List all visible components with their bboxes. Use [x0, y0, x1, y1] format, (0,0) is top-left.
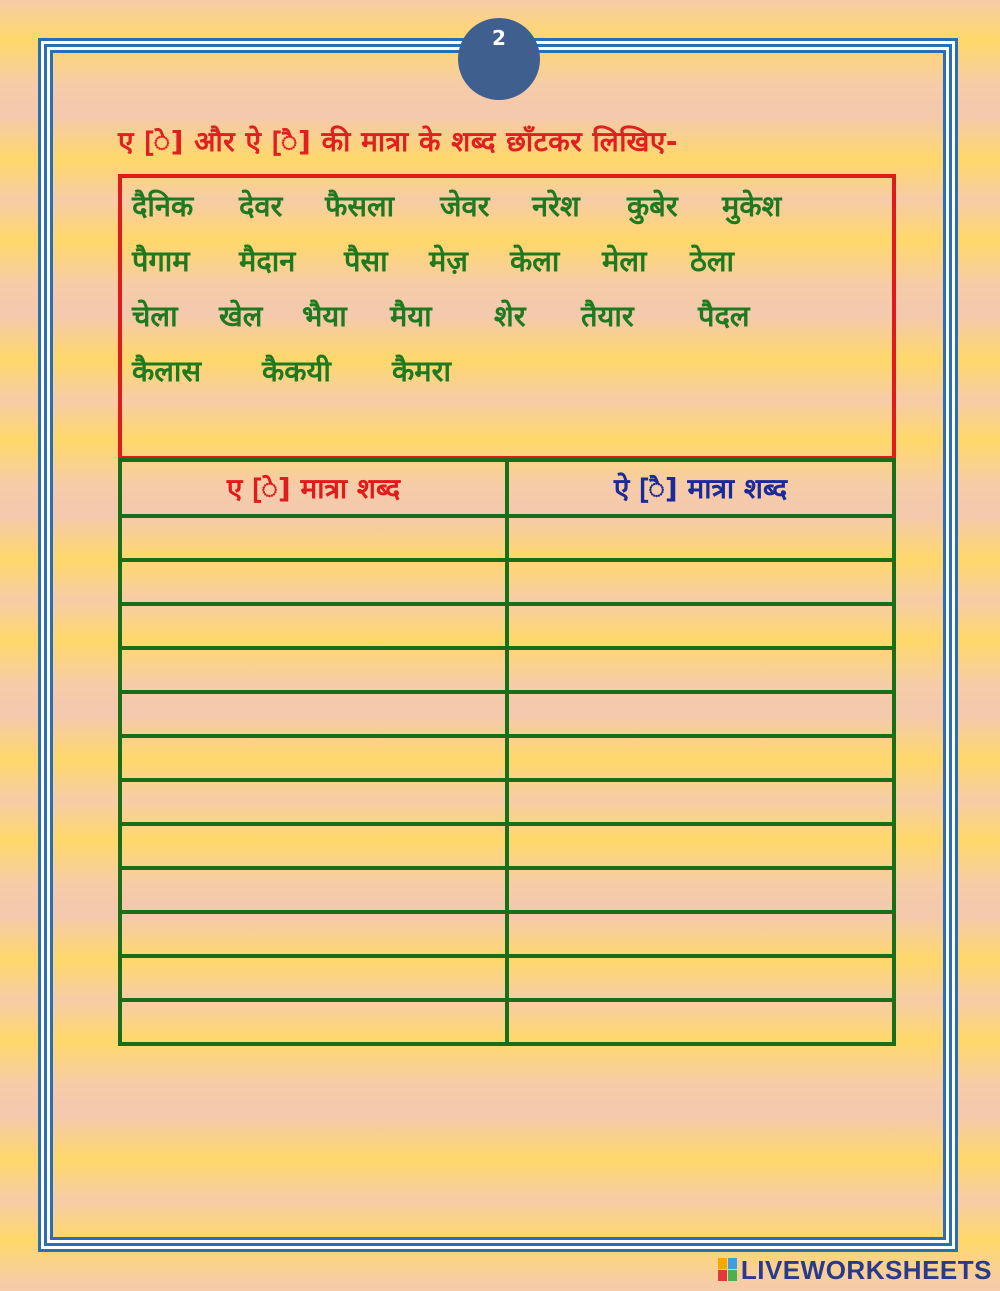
answer-cell-ai[interactable]	[507, 956, 894, 1000]
answer-cell-e[interactable]	[120, 604, 507, 648]
word[interactable]: मेला	[602, 244, 647, 278]
word[interactable]: कैलास	[132, 354, 202, 388]
word[interactable]: कुबेर	[627, 189, 678, 223]
table-row	[120, 1000, 894, 1044]
word[interactable]: दैनिक	[132, 189, 194, 223]
table-row	[120, 736, 894, 780]
word[interactable]: शेर	[494, 299, 526, 333]
word[interactable]: जेवर	[440, 189, 490, 223]
brand-name: LIVEWORKSHEETS	[740, 1255, 992, 1285]
word-bank-box	[118, 174, 896, 460]
word[interactable]: ठेला	[690, 244, 735, 278]
table-row	[120, 692, 894, 736]
word[interactable]: केला	[510, 244, 560, 278]
table-row	[120, 824, 894, 868]
page-number: 2	[492, 26, 506, 50]
answer-cell-ai[interactable]	[507, 1000, 894, 1044]
answer-cell-ai[interactable]	[507, 692, 894, 736]
answer-cell-ai[interactable]	[507, 868, 894, 912]
answer-cell-e[interactable]	[120, 780, 507, 824]
answer-cell-ai[interactable]	[507, 648, 894, 692]
table-row	[120, 956, 894, 1000]
table-header-row	[120, 460, 894, 516]
table-row	[120, 648, 894, 692]
word[interactable]: चेला	[132, 299, 178, 333]
word[interactable]: मेज़	[429, 244, 468, 278]
answer-cell-e[interactable]	[120, 692, 507, 736]
liveworksheets-logo-icon	[718, 1258, 738, 1282]
table-row	[120, 560, 894, 604]
answer-cell-ai[interactable]	[507, 516, 894, 560]
table-row	[120, 780, 894, 824]
table-row	[120, 604, 894, 648]
table-row	[120, 912, 894, 956]
word[interactable]: कैमरा	[392, 354, 451, 388]
page-number-badge	[458, 18, 540, 100]
word[interactable]: पैगाम	[132, 244, 190, 278]
answer-cell-ai[interactable]	[507, 560, 894, 604]
answer-cell-ai[interactable]	[507, 824, 894, 868]
answer-cell-e[interactable]	[120, 824, 507, 868]
word[interactable]: तैयार	[581, 299, 634, 333]
answer-cell-ai[interactable]	[507, 912, 894, 956]
answer-cell-e[interactable]	[120, 912, 507, 956]
column-header-e-matra: ए [े] मात्रा शब्द	[120, 460, 507, 516]
answer-cell-e[interactable]	[120, 648, 507, 692]
word[interactable]: पैसा	[344, 244, 388, 278]
answer-cell-ai[interactable]	[507, 736, 894, 780]
sorting-table	[118, 458, 896, 1046]
word[interactable]: मैदान	[239, 244, 296, 278]
word[interactable]: फैसला	[325, 189, 395, 223]
column-header-ai-matra: ऐ [ै] मात्रा शब्द	[507, 460, 894, 516]
word[interactable]: नरेश	[532, 189, 580, 223]
answer-cell-e[interactable]	[120, 868, 507, 912]
table-row	[120, 868, 894, 912]
answer-cell-e[interactable]	[120, 560, 507, 604]
word[interactable]: मैया	[390, 299, 432, 333]
answer-cell-ai[interactable]	[507, 780, 894, 824]
word[interactable]: मुकेश	[722, 189, 782, 223]
word[interactable]: खेल	[219, 299, 263, 333]
table-row	[120, 516, 894, 560]
word[interactable]: पैदल	[698, 299, 750, 333]
answer-cell-e[interactable]	[120, 956, 507, 1000]
answer-cell-e[interactable]	[120, 1000, 507, 1044]
word[interactable]: देवर	[239, 189, 283, 223]
word[interactable]: कैकयी	[262, 354, 331, 388]
liveworksheets-brand	[718, 1255, 992, 1285]
word[interactable]: भैया	[302, 299, 347, 333]
answer-cell-e[interactable]	[120, 516, 507, 560]
instruction-heading: ए [े] और ऐ [ै] की मात्रा के शब्द छाँटकर लिखिए-	[118, 125, 678, 158]
answer-cell-ai[interactable]	[507, 604, 894, 648]
answer-cell-e[interactable]	[120, 736, 507, 780]
